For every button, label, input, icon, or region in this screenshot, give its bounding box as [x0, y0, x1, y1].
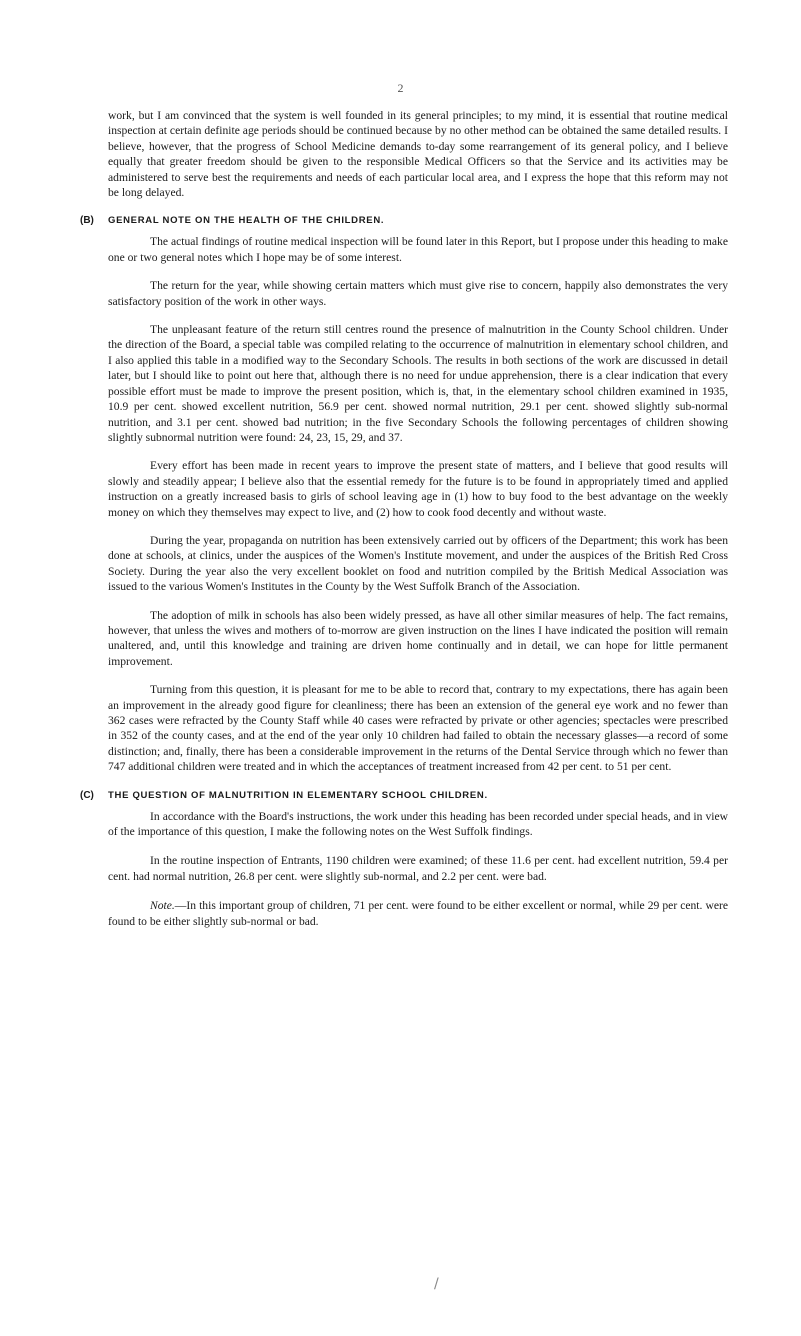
section-b-paragraph-7: Turning from this question, it is pleasant for me to be able to record that, contrary to my expectations, there has again been an improvement in the already good figure for cleanliness; there has been an extension of the general eye work and no fewer than 362 cases were refracted by the County Staff while 40 cases were refracted by private or other agencies; spectacles were prescribed in 352 of the county cases, and at the end of the year only 10 children had failed to obtain the necessary glasses—a record of some distinction; and, finally, there has been a considerable improvement in the returns of the Dental Service through which no fewer than 747 additional children were treated and in which the acceptances of treatment increased from 42 per cent. to 51 per cent. — [108, 683, 728, 774]
page-number: 2 — [397, 81, 404, 95]
note-text: —In this important group of children, 71 per cent. were found to be either excellent or normal, while 29 per cent. were found to be either slightly sub-normal or bad. — [108, 899, 728, 928]
section-c — [80, 789, 728, 929]
page-content — [80, 108, 728, 929]
section-b-heading — [80, 215, 728, 227]
intro-paragraph: work, but I am convinced that the system is well founded in its general principles; to my mind, it is essential that routine medical inspection at certain definite age periods should be continued because by no other method can be obtained the same detailed results. I believe, however, that the progress of School Medicine demands to-day some rearrangement of its general policy, and I believe equally that greater freedom should be given to the responsible Medical Officers so that the Service and its activities may be administered to serve best the requirements and needs of each particular local area, and I express the hope that this reform may not be long delayed. — [108, 109, 728, 200]
section-b-paragraph-1: The actual findings of routine medical inspection will be found later in this Report, but I propose under this heading to make one or two general notes which I hope may be of some interest. — [108, 235, 728, 264]
section-b-paragraph-3: The unpleasant feature of the return still centres round the presence of malnutrition in the County School children. Under the direction of the Board, a special table was compiled relating to the occurrence of malnutrition in elementary school children, and I also applied this table in a modified way to the Secondary Schools. The results in both sections of the work are discussed in detail later, but I should like to point out here that, although there is no need for undue apprehension, there is a clear indication that every possible effort must be made to improve the present position, which is, that, in the elementary school children examined in 1935, 10.9 per cent. showed excellent nutrition, 56.9 per cent. showed normal nutrition, 29.1 per cent. showed slightly sub-normal nutrition, and 3.1 per cent. showed bad nutrition; in the five Secondary Schools the following percentages of children showing slightly subnormal nutrition were found: 24, 23, 15, 29, and 37. — [108, 323, 728, 444]
section-b — [80, 215, 728, 774]
section-b-paragraph-2: The return for the year, while showing certain matters which must give rise to concern, happily also demonstrates the very satisfactory position of the work in other ways. — [108, 279, 728, 308]
section-c-title: THE QUESTION OF MALNUTRITION IN ELEMENTARY SCHOOL CHILDREN. — [108, 789, 488, 801]
pencil-mark: / — [434, 1276, 439, 1292]
section-c-note — [108, 898, 728, 929]
section-b-label: (B) — [80, 215, 94, 227]
section-b-paragraph-4: Every effort has been made in recent years to improve the present state of matters, and I believe that good results will slowly and steadily appear; I believe also that the essential remedy for the future is to be found in appropriately timed and applied instruction on a greatly increased basis to girls of school leaving age in (1) how to buy food to the best advantage on the weekly money on which they themselves may expect to live, and (2) how to cook food decently and without waste. — [108, 459, 728, 519]
section-b-paragraph-6: The adoption of milk in schools has also been widely pressed, as have all other similar measures of help. The fact remains, however, that unless the wives and mothers of to-morrow are given instruction on the lines I have indicated the position will remain unaltered, and, until this knowledge and training are driven home continually and in detail, we can hope for little permanent improvement. — [108, 608, 728, 668]
section-c-label: (C) — [80, 789, 94, 801]
section-b-paragraph-5: During the year, propaganda on nutrition has been extensively carried out by officers of the Department; this work has been done at schools, at clinics, under the auspices of the Women's Institute movement, and under the auspices of the British Red Cross Society. During the year also the very excellent booklet on food and nutrition compiled by the British Medical Association was issued to the various Women's Institutes in the County by the West Suffolk Branch of the Association. — [108, 533, 728, 594]
section-b-title: GENERAL NOTE ON THE HEALTH OF THE CHILDREN. — [108, 215, 385, 227]
note-label: Note. — [150, 899, 175, 913]
section-c-paragraph-1: In accordance with the Board's instructions, the work under this heading has been recorded under special heads, and in view of the importance of this question, I make the following notes on the West Suffolk findings. — [108, 809, 728, 839]
section-c-paragraph-2: In the routine inspection of Entrants, 1190 children were examined; of these 11.6 per cent. had excellent nutrition, 59.4 per cent. had normal nutrition, 26.8 per cent. were slightly sub-normal, and 2.2 per cent. were bad. — [108, 854, 728, 883]
section-c-heading — [80, 789, 728, 801]
